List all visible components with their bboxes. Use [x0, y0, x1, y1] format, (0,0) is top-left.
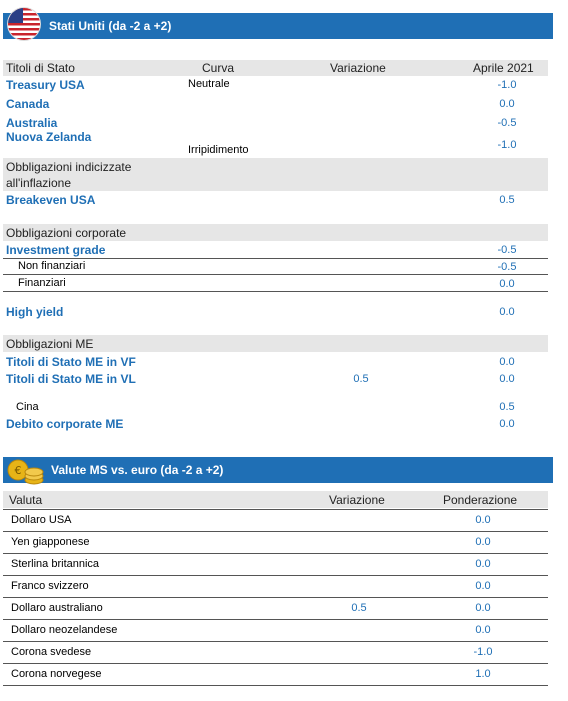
row-label-canada: Canada — [6, 97, 50, 111]
currency-label: Sterlina britannica — [11, 558, 100, 570]
currency-label: Dollaro neozelandese — [11, 624, 118, 636]
divider — [3, 509, 548, 510]
row-value-hy: 0.0 — [499, 306, 515, 318]
me-header: Obbligazioni ME — [6, 337, 94, 351]
col-header-titoli: Titoli di Stato — [6, 61, 75, 75]
section-title: Stati Uniti (da -2 a +2) — [49, 19, 172, 33]
divider — [3, 291, 548, 292]
row-label-treasury: Treasury USA — [6, 78, 85, 92]
divider — [3, 274, 548, 275]
divider — [3, 553, 548, 554]
row-label-hy: High yield — [6, 305, 64, 319]
row-value-me-vl: 0.0 — [499, 373, 515, 385]
col-header-aprile: Aprile 2021 — [473, 61, 534, 75]
row-label-breakeven: Breakeven USA — [6, 193, 96, 207]
row-value-debito: 0.0 — [499, 418, 515, 430]
divider — [3, 641, 548, 642]
section-header-usa — [3, 13, 553, 39]
divider — [3, 619, 548, 620]
col-header-valuta: Valuta — [9, 493, 43, 507]
divider — [3, 258, 548, 259]
row-label-nonfin: Non finanziari — [18, 260, 86, 272]
table-header-row — [3, 60, 548, 76]
currency-label: Corona svedese — [11, 646, 92, 658]
row-label-nz: Nuova Zelanda — [6, 130, 92, 144]
svg-text:€: € — [14, 464, 22, 477]
row-value-fin: 0.0 — [499, 278, 515, 290]
row-value-canada: 0.0 — [499, 98, 515, 110]
currency-value: 0.0 — [475, 514, 491, 526]
divider — [3, 685, 548, 686]
row-label-me-vf: Titoli di Stato ME in VF — [6, 355, 136, 369]
divider — [3, 663, 548, 664]
row-variazione-me-vl: 0.5 — [353, 373, 369, 385]
currency-variazione: 0.5 — [351, 602, 367, 614]
row-value-cina: 0.5 — [499, 401, 515, 413]
divider — [3, 531, 548, 532]
row-value-nonfin: -0.5 — [497, 261, 517, 273]
col-header-ponderazione: Ponderazione — [443, 493, 518, 507]
currency-label: Franco svizzero — [11, 580, 89, 592]
row-value-nz: -1.0 — [497, 139, 517, 151]
divider — [3, 597, 548, 598]
row-value-me-vf: 0.0 — [499, 356, 515, 368]
currency-label: Dollaro USA — [11, 514, 72, 526]
currency-label: Dollaro australiano — [11, 602, 103, 614]
inflazione-line1: Obbligazioni indicizzate — [6, 160, 132, 174]
currency-value: 0.0 — [475, 580, 491, 592]
currency-value: 0.0 — [475, 624, 491, 636]
row-value-ig: -0.5 — [497, 244, 517, 256]
row-label-ig: Investment grade — [6, 243, 106, 257]
divider — [3, 575, 548, 576]
col-header-variazione2: Variazione — [329, 493, 385, 507]
row-label-fin: Finanziari — [18, 277, 66, 289]
row-value-australia: -0.5 — [497, 117, 517, 129]
currency-value: 0.0 — [475, 602, 491, 614]
corporate-header: Obbligazioni corporate — [6, 226, 127, 240]
currency-label: Yen giapponese — [11, 536, 90, 548]
row-label-debito: Debito corporate ME — [6, 417, 124, 431]
section-header-valute — [3, 457, 553, 483]
section-title: Valute MS vs. euro (da -2 a +2) — [51, 463, 224, 477]
row-value-treasury: -1.0 — [497, 79, 517, 91]
us-flag-icon — [6, 6, 42, 42]
currency-value: -1.0 — [473, 646, 493, 658]
inflazione-line2: all'inflazione — [6, 176, 71, 190]
currency-value: 0.0 — [475, 536, 491, 548]
coins-icon — [4, 456, 44, 488]
row-curva-nz: Irripidimento — [188, 144, 249, 156]
col-header-variazione: Variazione — [330, 61, 386, 75]
col-header-curva: Curva — [202, 61, 235, 75]
currency-label: Corona norvegese — [11, 668, 102, 680]
row-label-me-vl: Titoli di Stato ME in VL — [6, 372, 136, 386]
row-value-breakeven: 0.5 — [499, 194, 515, 206]
currency-value: 1.0 — [475, 668, 491, 680]
currency-value: 0.0 — [475, 558, 491, 570]
row-label-cina: Cina — [16, 401, 39, 413]
row-label-australia: Australia — [6, 116, 58, 130]
row-curva-treasury: Neutrale — [188, 78, 230, 90]
